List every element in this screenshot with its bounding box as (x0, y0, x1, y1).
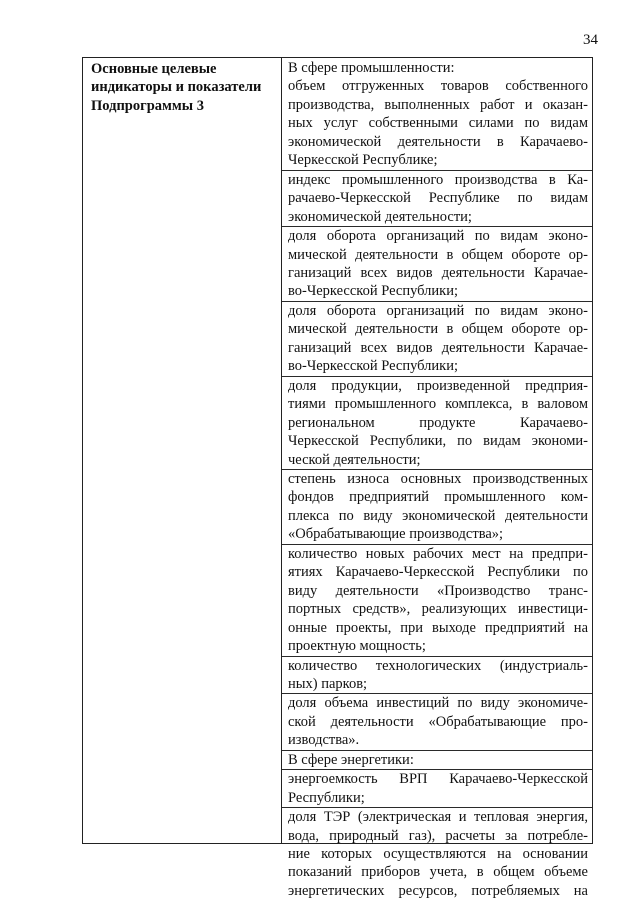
text-line: количество технологических (индустриаль- (288, 657, 588, 674)
section-title-line: Основные целевые (91, 61, 217, 77)
indicator-list (282, 58, 592, 899)
text-line: экономической деятельности; (288, 208, 472, 225)
text-line: доля объема инвестиций по виду экономиче- (288, 695, 588, 712)
text-line: Черкесской Республики, по видам экономи- (288, 433, 588, 450)
list-item (282, 77, 592, 170)
text-line: производства, выполненных работ и оказан- (288, 96, 588, 113)
text-line: ных услуг собственными силами по видам (288, 115, 588, 132)
text-line: во-Черкесской Республики; (288, 358, 458, 375)
text-line: региональном продукте Карачаево- (288, 414, 588, 431)
list-item (282, 770, 592, 808)
list-item (282, 470, 592, 545)
text-line: ской деятельности «Обрабатывающие про- (288, 713, 588, 730)
text-line: Республики; (288, 789, 365, 806)
list-item (282, 227, 592, 302)
list-item (282, 171, 592, 227)
section-title (83, 58, 281, 115)
text-line: рачаево-Черкесской Республике по видам (288, 190, 588, 207)
text-line: объем отгруженных товаров собственного (288, 78, 588, 95)
text-line: фондов предприятий промышленного ком- (288, 489, 588, 506)
text-line: степень износа основных производственных (288, 470, 588, 487)
text-line: доля продукции, произведенной предприя- (288, 377, 588, 394)
text-line: экономической деятельности в Карачаево- (288, 133, 588, 150)
text-line: онные проекты, при выходе предприятий на (288, 619, 588, 636)
text-line: ятиях Карачаево-Черкесской Республики по (288, 564, 588, 581)
text-line: виду деятельности «Производство транс- (288, 582, 588, 599)
section-title-line: Подпрограммы 3 (91, 97, 204, 114)
section-heading (282, 751, 592, 770)
table-row (83, 58, 593, 844)
section-title-line: индикаторы и показатели (91, 79, 262, 96)
text-line: доля оборота организаций по видам эконо- (288, 228, 588, 245)
text-line: количество новых рабочих мест на предпри- (288, 545, 588, 562)
content-cell (282, 58, 593, 899)
list-item (282, 545, 592, 657)
text-line: мической деятельности в общем обороте ор- (288, 246, 588, 263)
text-line: доля ТЭР (электрическая и тепловая энергия, (288, 809, 588, 826)
label-cell (83, 58, 282, 844)
list-item (282, 302, 592, 377)
indicators-table (82, 57, 593, 899)
text-line: ганизаций всех видов деятельности Карачае- (288, 264, 588, 281)
list-item (282, 808, 592, 900)
list-item (282, 657, 592, 695)
text-line: доля оборота организаций по видам эконо- (288, 302, 588, 319)
text-line: плекса по виду экономической деятельности (288, 507, 588, 524)
text-line: В сфере энергетики: (288, 751, 414, 768)
text-line: энергоемкость ВРП Карачаево-Черкесской (288, 771, 588, 788)
text-line: тиями промышленного комплекса, в валовом (288, 396, 588, 413)
text-line: ных) парков; (288, 675, 368, 692)
text-line: изводства». (288, 732, 360, 749)
text-line: портных средств», реализующих инвестици- (288, 601, 588, 618)
text-line: вода, природный газ), расчеты за потребле- (288, 827, 588, 844)
list-item (282, 377, 592, 470)
page-number: 34 (583, 32, 598, 48)
text-line: проектную мощность; (288, 638, 426, 655)
section-heading (282, 59, 592, 77)
text-line: ческой деятельности; (288, 451, 421, 468)
text-line: индекс промышленного производства в Ка- (288, 171, 588, 188)
text-line: энергетических ресурсов, потребляемых на (288, 882, 588, 899)
text-line: В сфере промышленности: (288, 60, 455, 76)
text-line: Черкесской Республике; (288, 152, 438, 169)
text-line: мической деятельности в общем обороте ор- (288, 321, 588, 338)
list-item (282, 694, 592, 750)
text-line: ние которых осуществляются на основании (288, 846, 588, 863)
text-line: во-Черкесской Республики; (288, 283, 458, 300)
text-line: ганизаций всех видов деятельности Карачае- (288, 339, 588, 356)
text-line: «Обрабатывающие производства»; (288, 526, 504, 543)
text-line: показаний приборов учета, в общем объеме (288, 864, 588, 881)
